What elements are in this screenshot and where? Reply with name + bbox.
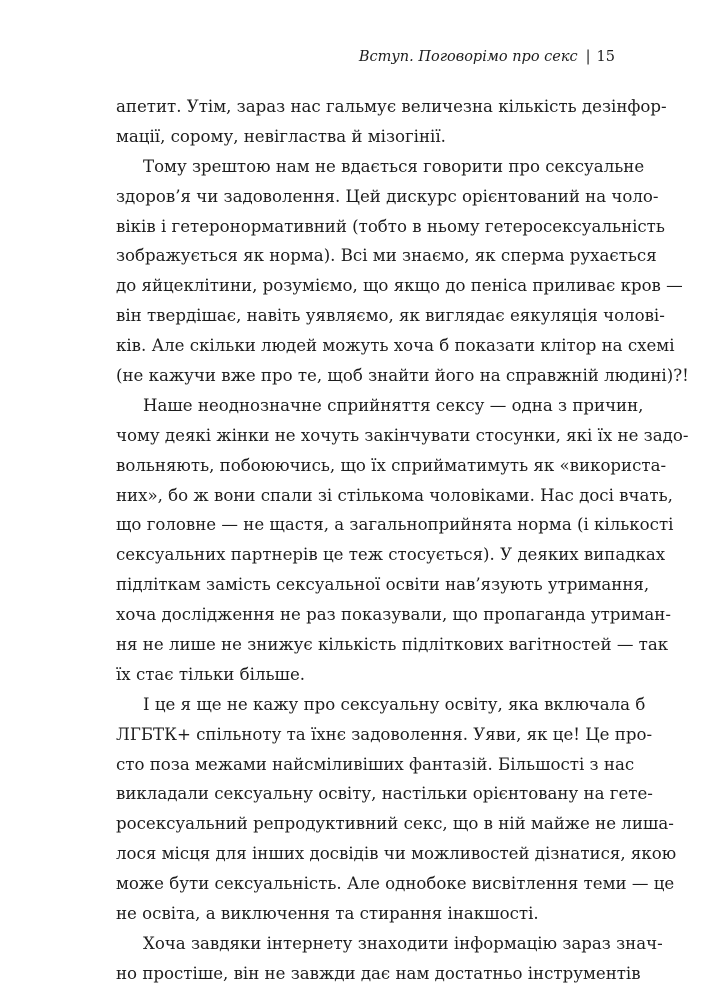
text-line: росексуальний репродуктивний секс, що в ній майже не лиша- (116, 814, 674, 834)
text-line: ня не лише не знижує кількість підліткових вагітностей — так (116, 635, 669, 655)
body-text (116, 92, 689, 989)
header-separator: | (585, 49, 591, 65)
text-line: він твердішає, навіть уявляємо, як виглядає еякуляція чолові- (116, 306, 665, 326)
text-line: Наше неоднозначне сприйняття сексу — одна з причин, (143, 395, 644, 415)
text-line: І це я ще не кажу про сексуальну освіту, яка включала б (143, 694, 646, 714)
text-line: що головне — не щастя, а загальноприйнята норма (і кількості (116, 515, 674, 535)
text-line: Тому зрештою нам не вдається говорити про сексуальне (143, 156, 645, 176)
text-line: чому деякі жінки не хочуть закінчувати стосунки, які їх не задо- (116, 425, 689, 445)
text-line: викладали сексуальну освіту, настільки орієнтовану на гете- (116, 784, 653, 804)
text-line: сексуальних партнерів це теж стосується). У деяких випадках (116, 545, 666, 565)
text-line: підліткам замість сексуальної освіти нав’язують утримання, (116, 575, 650, 595)
text-line: не освіта, а виключення та стирання інакшості. (116, 904, 539, 924)
text-line: здоров’я чи задоволення. Цей дискурс орієнтований на чоло- (116, 186, 659, 206)
text-line: до яйцеклітини, розуміємо, що якщо до пеніса приливає кров — (116, 276, 683, 296)
text-line: мації, сорому, невігластва й мізогінії. (116, 126, 446, 146)
text-line: зображується як норма). Всі ми знаємо, як сперма рухається (116, 246, 657, 266)
text-line: їх стає тільки більше. (116, 664, 306, 684)
text-line: апетит. Утім, зараз нас гальмує величезна кількість дезінфор- (116, 97, 667, 116)
text-line: но простіше, він не завжди дає нам достатньо інструментів (116, 963, 641, 983)
text-line: ЛГБТК+ спільноту та їхнє задоволення. Уяви, як це! Це про- (116, 724, 653, 744)
text-line: може бути сексуальність. Але однобоке висвітлення теми — це (116, 874, 675, 894)
text-line: ків. Але скільки людей можуть хоча б показати клітор на схемі (116, 336, 675, 356)
text-line: віків і гетеронормативний (тобто в ньому гетеросексуальність (116, 216, 665, 236)
running-header (359, 47, 615, 67)
text-line: сто поза межами найсміливіших фантазій. Більшості з нас (116, 754, 635, 774)
text-line: лося місця для інших досвідів чи можливостей дізнатися, якою (116, 844, 677, 864)
text-line: них», бо ж вони спали зі стількома чоловіками. Нас досі вчать, (116, 485, 673, 505)
page-number: 15 (596, 49, 615, 65)
text-line: хоча дослідження не раз показували, що пропаганда утриман- (116, 605, 671, 625)
text-line: вольняють, побоюючись, що їх сприйматимуть як «використа- (116, 455, 667, 475)
text-line: Хоча завдяки інтернету знаходити інформацію зараз знач- (143, 933, 663, 953)
text-line: (не кажучи вже про те, щоб знайти його на справжній людині)?! (116, 366, 689, 386)
section-title: Вступ. Поговорімо про секс (358, 49, 578, 65)
